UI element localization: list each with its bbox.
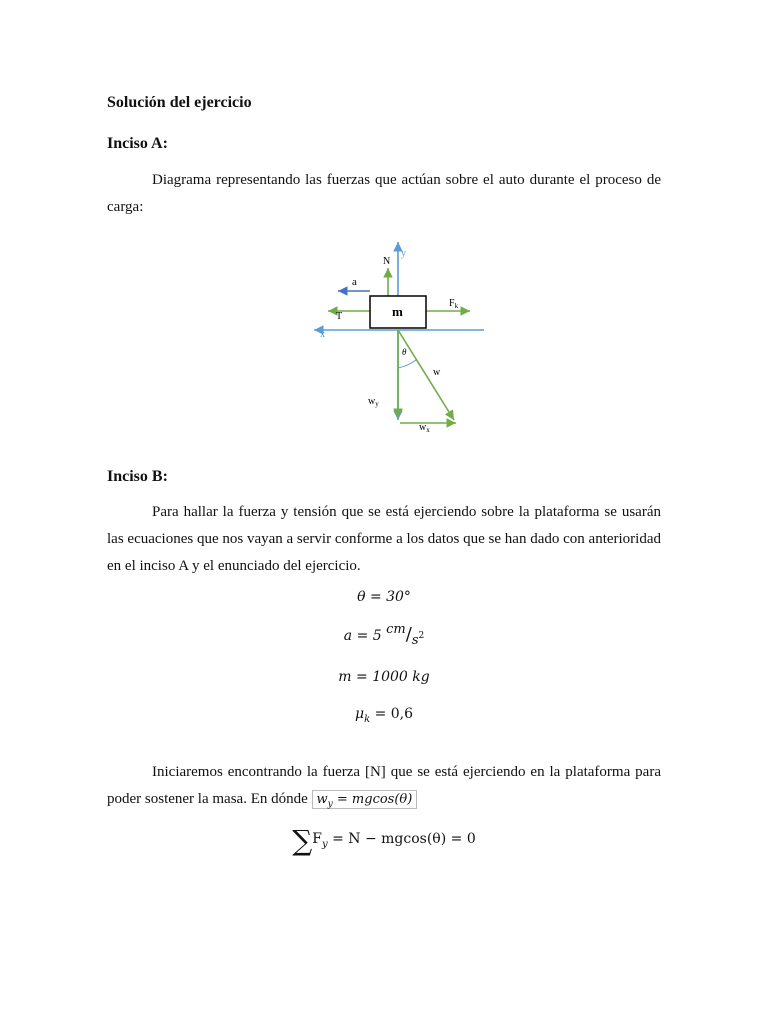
acceleration-label: a: [352, 276, 357, 288]
equation-acceleration: a = 5 cm/s2: [343, 622, 425, 648]
tension-label: T: [336, 311, 343, 322]
part-b-text-2: Iniciaremos encontrando la fuerza [N] que se está ejerciendo en la plataforma para poder sostener la masa. En dónde $w_y = mgcos(\theta)$: [107, 764, 661, 810]
part-a-heading: Inciso A:: [107, 135, 168, 152]
force-diagram: [300, 236, 500, 436]
y-axis-label: y: [401, 248, 406, 259]
friction-label: $F_k$: [449, 298, 459, 310]
equation-mass: m = 1000 kg: [338, 669, 430, 685]
x-axis-label: x: [320, 329, 325, 340]
part-a-text: Diagrama representando las fuerzas que actúan sobre el auto durante el proceso de carga:: [107, 172, 661, 215]
part-b-heading: Inciso B:: [107, 468, 168, 485]
equation-mu: $\mu_k = 0,6$: [354, 706, 414, 725]
part-b-text: Para hallar la fuerza y tensión que se está ejerciendo sobre la plataforma se usarán las ecuaciones que nos vayan a servir conforme a los datos que se han dado con anterioridad en el inciso A y el enunciado del ejercicio.: [107, 504, 661, 574]
theta-arc: [398, 360, 416, 368]
theta-label: θ: [402, 347, 407, 357]
weight-label: w: [433, 367, 441, 378]
boxed-equation: $w_y = mgcos(\theta)$: [312, 790, 418, 809]
page-title: Solución del ejercicio: [107, 94, 252, 111]
equation-theta: θ = 30°: [357, 589, 411, 605]
weight-arrow: [398, 330, 454, 420]
wy-label: $w_y$: [368, 396, 379, 408]
mass-label: m: [392, 304, 403, 319]
wx-label: $w_x$: [419, 422, 430, 434]
normal-label: N: [383, 256, 391, 267]
sum-equation: $\sum F_y = N - mgcos(\theta) = 0$: [292, 824, 476, 857]
